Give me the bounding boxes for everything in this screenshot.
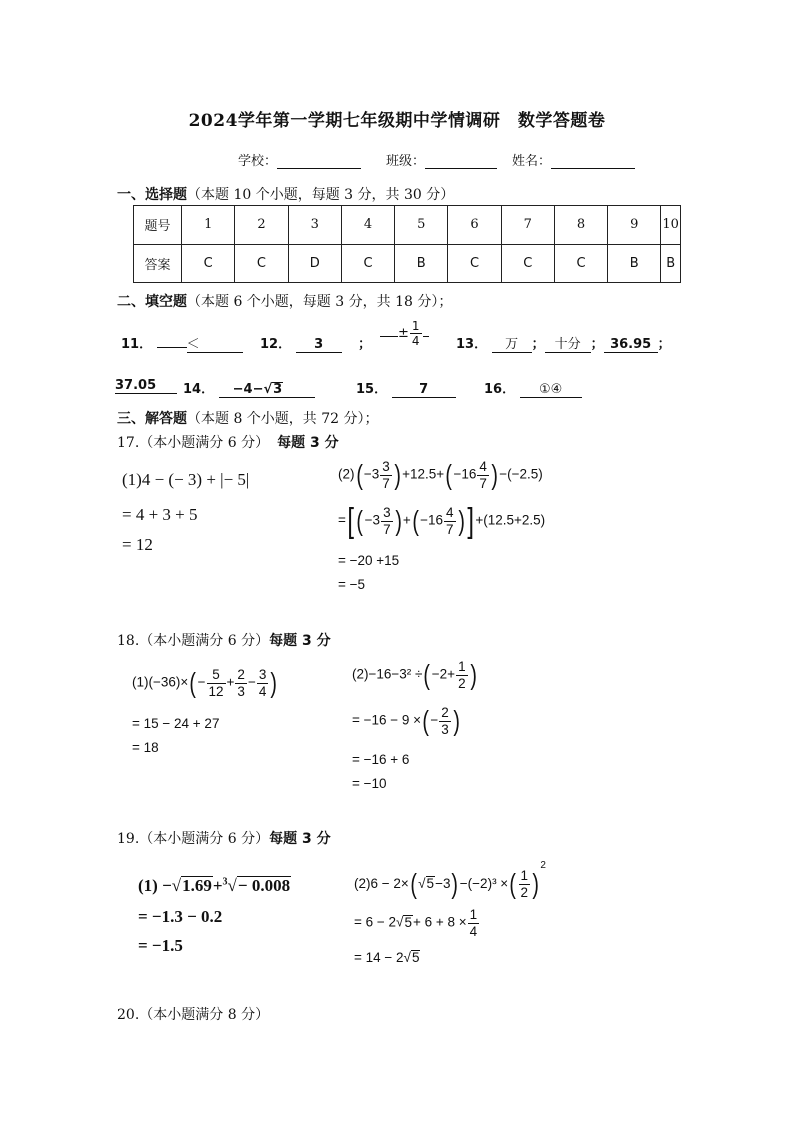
q13-answer-c: 36.95 <box>604 337 658 353</box>
p19b-radicand: 5 <box>426 876 435 891</box>
p17b-frac1 <box>380 460 392 490</box>
p18b-l2-frac <box>439 706 451 736</box>
row-label-answer: 答案 <box>134 244 182 283</box>
lparen: ( <box>445 459 453 490</box>
p17b-int2: −16 <box>420 512 444 528</box>
lparen: ( <box>423 659 431 690</box>
q13 <box>456 333 671 353</box>
rparen: ) <box>394 505 402 536</box>
frac-num: 1 <box>469 907 478 922</box>
rparen: ) <box>469 659 477 690</box>
p17a-abs: |− 5| <box>220 470 250 489</box>
section2-heading <box>117 291 452 311</box>
row-label-number: 题号 <box>134 206 182 245</box>
p17b-line1 <box>338 460 543 490</box>
p18a-pre: (1)(−36)× <box>132 674 189 690</box>
table-cell: C <box>554 244 607 283</box>
p17b-eq: = <box>338 512 346 528</box>
rparen: ) <box>270 667 278 698</box>
table-cell: 8 <box>554 206 607 245</box>
p17-title: 17.（本小题满分 6 分） <box>117 435 270 451</box>
p18a-minus: − <box>197 674 206 690</box>
frac-den: 12 <box>208 683 224 699</box>
p18b-line3: = −16 + 6 <box>352 752 410 767</box>
p18a-line2: = 15 − 24 + 27 <box>132 716 220 731</box>
table-cell: C <box>448 244 501 283</box>
p19a-radicand1: 1.69 <box>182 876 212 895</box>
p19a-radicand2: − 0.008 <box>237 876 291 895</box>
rparen: ) <box>453 705 460 736</box>
p19-marks: 每题 3 分 <box>269 831 331 847</box>
q13-number: 13． <box>456 337 488 352</box>
q12-second-fraction <box>410 320 422 347</box>
p18b-minus: − <box>430 712 439 728</box>
p17-header <box>117 432 339 452</box>
table-cell: 1 <box>182 206 235 245</box>
table-cell: 4 <box>341 206 394 245</box>
p17a-expr: (1)4 − (− 3) + <box>122 470 221 489</box>
frac-den: 2 <box>458 675 466 691</box>
p19a-pre: (1) − <box>138 876 172 895</box>
p18b-pre: (2)−16−3² ÷ <box>352 666 423 682</box>
frac-den: 7 <box>382 475 390 491</box>
table-row <box>134 244 681 283</box>
q16-number: 16． <box>484 382 516 397</box>
p17b-int1: −3 <box>364 512 381 528</box>
name-field <box>512 150 635 169</box>
table-cell: 9 <box>608 206 661 245</box>
frac-den: 3 <box>237 683 245 699</box>
p19b-line2: = 6 − 2√5+ 6 + 8 × $\frac{1}{4}$ <box>354 907 478 939</box>
q12-number: 12． <box>260 337 292 352</box>
p19b-line1: (2)6 − 2×(√5−3)−(−2)³ ×( $\frac{1}{2}$ )$^2$ <box>354 860 546 900</box>
q13-separator: ； <box>531 337 545 352</box>
p18-header <box>117 630 331 650</box>
q14-number: 14． <box>183 382 215 397</box>
p17b-frac2 <box>477 460 489 490</box>
p18b-inner: −2+ <box>431 666 456 682</box>
p18b-line4: = −10 <box>352 776 387 791</box>
section1-heading <box>117 184 454 204</box>
frac-num: 1 <box>520 868 529 884</box>
p17b-int2: −16 <box>453 466 477 482</box>
p19b-l2-frac <box>468 908 480 938</box>
lparen: ( <box>509 868 517 900</box>
q14-radicand: 3 <box>273 382 283 397</box>
table-cell: 7 <box>501 206 554 245</box>
q11-number: 11． <box>121 337 153 352</box>
frac-num: 1 <box>458 659 466 674</box>
q15 <box>356 378 456 398</box>
p18a-line3: = 18 <box>132 740 159 755</box>
frac-den: 4 <box>258 683 267 699</box>
p19b-l2-pre: = 6 − 2 <box>354 914 397 930</box>
p19a-line2: = −1.3 − 0.2 <box>138 907 223 926</box>
section2-note: （本题 6 个小题，每题 3 分，共 18 分）； <box>187 294 453 310</box>
lparen: ( <box>412 505 419 536</box>
p17b-frac2 <box>444 506 456 536</box>
q13-answer-b: 十分 <box>545 333 591 353</box>
q12-answer: 3 <box>296 337 342 353</box>
rbracket: ] <box>467 502 474 540</box>
p18a-minus: − <box>247 674 256 690</box>
q14 <box>183 378 315 398</box>
frac-den: 7 <box>446 521 454 537</box>
p17b-mid: +12.5+ <box>402 466 445 482</box>
school-blank[interactable] <box>277 154 361 169</box>
q11-answer: ＜ <box>187 333 243 353</box>
frac-num: 2 <box>237 667 245 682</box>
p19b-exponent: 2 <box>540 860 546 871</box>
q13-separator: ； <box>657 337 671 352</box>
p17b-line3: = −20 +15 <box>338 553 400 568</box>
p17b-frac1 <box>381 506 393 536</box>
p17a-line3: = 12 <box>122 535 153 554</box>
p18-title: 18.（本小题满分 6 分） <box>117 633 270 649</box>
p17b-plus: + <box>402 512 411 528</box>
answer-table <box>133 205 681 283</box>
q13-separator: ； <box>590 337 604 352</box>
lparen: ( <box>355 459 363 490</box>
p19b-inner-tail: −3 <box>435 876 451 891</box>
frac-num: 1 <box>411 319 420 333</box>
section3-title: 三、解答题 <box>117 411 187 427</box>
table-cell: D <box>288 244 341 283</box>
q14-answer: −4−√3 <box>219 382 315 398</box>
q11-blank-pad <box>157 347 187 348</box>
q15-number: 15． <box>356 382 388 397</box>
p19a-line1: (1) −√1.69+$^3$√− 0.008 <box>138 876 291 895</box>
table-cell: 3 <box>288 206 341 245</box>
p18a-frac2 <box>235 668 247 698</box>
p19b-l3-radicand: 5 <box>411 950 420 965</box>
rparen: ) <box>394 459 401 490</box>
p19a-plus: + <box>212 876 223 895</box>
p17b-label: (2) <box>338 466 355 482</box>
lbracket: [ <box>347 502 354 540</box>
p18b-l2-pre: = −16 − 9 × <box>352 712 422 728</box>
q16 <box>484 378 582 398</box>
rparen: ) <box>451 868 459 900</box>
p18a-frac1 <box>207 668 226 698</box>
p18b-line1 <box>352 660 478 690</box>
frac-num: 3 <box>258 667 267 682</box>
table-row <box>134 206 681 245</box>
q13-answer-a: 万 <box>492 333 532 353</box>
p19b-line3: = 14 − 2√5 <box>354 950 420 965</box>
p19b-l2-mid: + 6 + 8 × <box>412 914 467 930</box>
page-title: 2024学年第一学期七年级期中学情调研 数学答题卷 <box>188 111 606 131</box>
p20-header: 20.（本小题满分 8 分） <box>117 1007 270 1023</box>
lparen: ( <box>422 705 429 736</box>
p18b-line2 <box>352 706 461 736</box>
table-cell: 6 <box>448 206 501 245</box>
school-field <box>238 150 361 169</box>
frac-den: 4 <box>469 923 478 939</box>
q12-second-pad <box>380 336 398 337</box>
section2-title: 二、填空题 <box>117 294 187 310</box>
q15-answer: 7 <box>392 382 456 398</box>
q16-answer: ①④ <box>520 382 582 398</box>
p17b-int1: −3 <box>363 466 380 482</box>
p17b-tail: +(12.5+2.5) <box>475 512 546 528</box>
table-cell: B <box>395 244 448 283</box>
table-cell: 10 <box>661 206 681 245</box>
p19b-frac <box>519 869 531 899</box>
table-cell: B <box>661 244 681 283</box>
frac-num: 5 <box>207 668 226 684</box>
rparen: ) <box>491 459 498 490</box>
frac-num: 4 <box>446 505 454 520</box>
p17b-line2 <box>338 504 545 538</box>
p19b-l3-pre: = 14 − 2 <box>354 950 404 965</box>
lparen: ( <box>189 667 197 698</box>
section3-heading <box>117 408 379 428</box>
p19b-pre: (2)6 − 2× <box>354 876 409 891</box>
frac-den: 7 <box>479 475 487 491</box>
section1-title: 一、选择题 <box>117 187 187 203</box>
q12 <box>260 333 371 353</box>
p17a-line1 <box>122 470 249 490</box>
q12-second-pad-end <box>423 336 429 337</box>
q13-continued <box>115 378 177 394</box>
p19b-mid: −(−2)³ × <box>459 876 509 891</box>
p18a-plus: + <box>226 674 235 690</box>
p19-header <box>117 828 331 848</box>
p17b-line4: = −5 <box>338 577 366 592</box>
name-label: 姓名： <box>512 154 552 169</box>
class-label: 班级： <box>386 154 426 169</box>
p19-title: 19.（本小题满分 6 分） <box>117 831 270 847</box>
p19a-line3: = −1.5 <box>138 936 183 955</box>
p19b-l2-radicand: 5 <box>404 914 412 930</box>
frac-num: 3 <box>382 459 390 474</box>
frac-num: 2 <box>441 705 449 720</box>
p18a-frac3 <box>257 668 269 698</box>
frac-den: 4 <box>411 334 420 348</box>
table-cell: 5 <box>395 206 448 245</box>
q11 <box>121 333 243 353</box>
school-label: 学校： <box>238 154 278 169</box>
q14-answer-text: −4− <box>232 382 264 397</box>
q12-second-answer <box>380 320 429 347</box>
p18a-line1 <box>132 668 279 698</box>
rparen: ) <box>457 505 465 536</box>
q12-second-sign: ± <box>398 326 409 341</box>
table-cell: C <box>182 244 235 283</box>
p19a-root-index: 3 <box>222 876 228 888</box>
name-blank[interactable] <box>551 154 635 169</box>
p17a-line2: = 4 + 3 + 5 <box>122 505 198 524</box>
q12-separator: ； <box>358 337 372 352</box>
class-field <box>386 150 497 169</box>
p18-marks: 每题 3 分 <box>269 633 331 649</box>
p17-marks: 每题 3 分 <box>277 435 339 451</box>
table-cell: C <box>501 244 554 283</box>
lparen: ( <box>356 505 364 536</box>
table-cell: 2 <box>235 206 288 245</box>
q13-answer-d: 37.05 <box>115 378 177 394</box>
section1-note: （本题 10 个小题，每题 3 分，共 30 分） <box>187 187 455 203</box>
section3-note: （本题 8 个小题，共 72 分）； <box>187 411 379 427</box>
rparen: ) <box>532 868 539 900</box>
table-cell: C <box>235 244 288 283</box>
frac-den: 7 <box>383 521 391 537</box>
table-cell: C <box>341 244 394 283</box>
p17b-end: −(−2.5) <box>499 466 543 482</box>
table-cell: B <box>608 244 661 283</box>
frac-num: 3 <box>383 505 391 520</box>
class-blank[interactable] <box>425 154 497 169</box>
frac-den: 3 <box>441 721 449 737</box>
frac-num: 4 <box>479 459 487 474</box>
lparen: ( <box>410 868 417 900</box>
frac-den: 2 <box>520 884 529 900</box>
p18b-frac <box>456 660 468 690</box>
